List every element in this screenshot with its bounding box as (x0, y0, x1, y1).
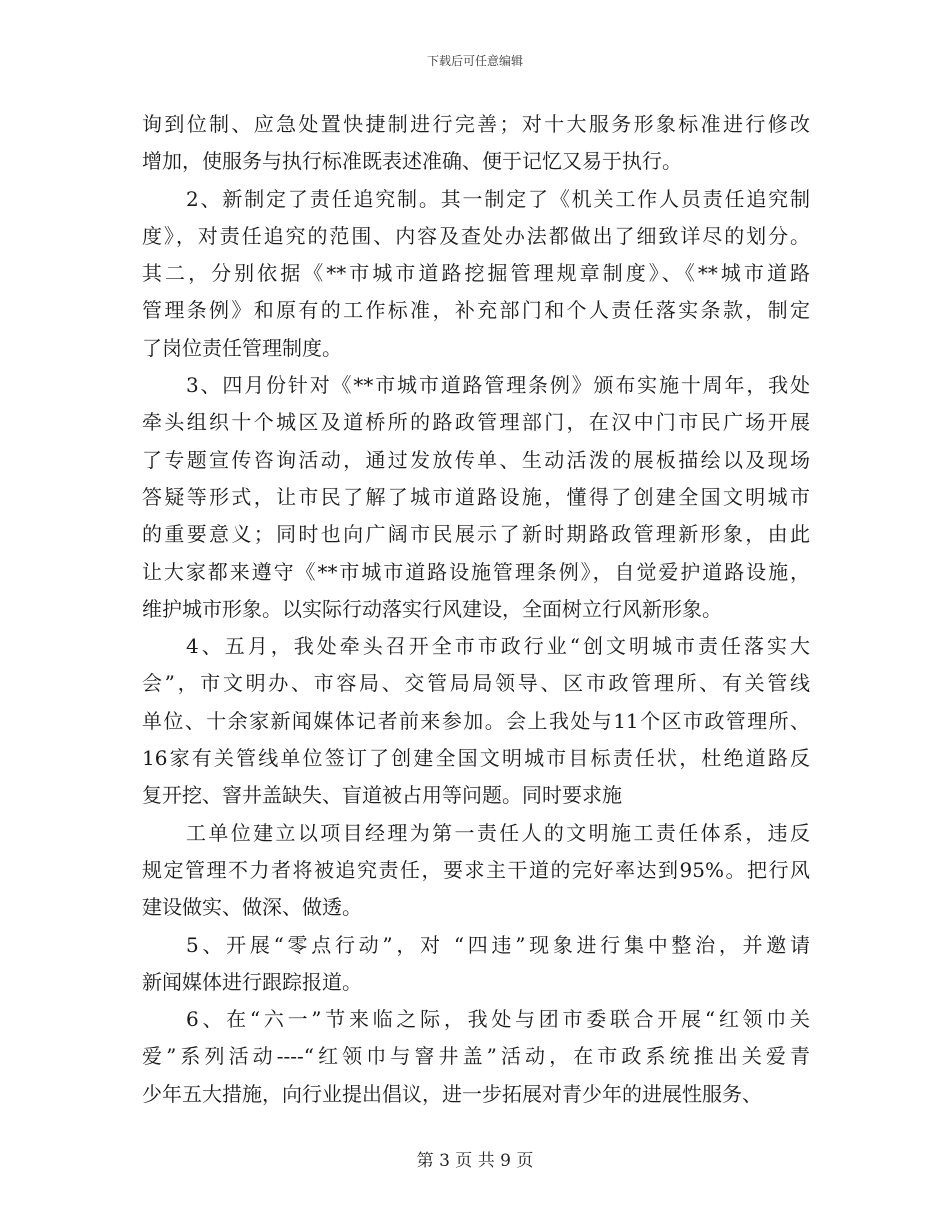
text-line: 管理条例》和原有的工作标准，补充部门和个人责任落实条款，制定 (142, 298, 810, 323)
text-line: 规定管理不力者将被追究责任，要求主干道的完好率达到95%。把行风 (142, 857, 810, 882)
text-line: 2、新制定了责任追究制。其一制定了《机关工作人员责任追究制 (186, 186, 810, 211)
text-line: 复开挖、窨井盖缺失、盲道被占用等问题。同时要求施 (142, 783, 622, 808)
text-line: 4、五月，我处牵头召开全市市政行业“创文明城市责任落实大 (186, 634, 810, 659)
text-line: 单位、十余家新闻媒体记者前来参加。会上我处与11个区市政管理所、 (142, 708, 810, 733)
text-line: 新闻媒体进行跟踪报道。 (142, 969, 362, 994)
paragraph (142, 628, 810, 814)
paragraph (142, 927, 810, 1002)
text-line: 其二，分别依据《**市城市道路挖掘管理规章制度》、《**城市道路 (142, 261, 810, 286)
text-line: 16家有关管线单位签订了创建全国文明城市目标责任状，杜绝道路反 (142, 746, 810, 771)
text-line: 6、在“六一”节来临之际，我处与团市委联合开展“红领巾关 (186, 1007, 810, 1032)
text-line: 了岗位责任管理制度。 (142, 335, 342, 360)
text-line: 3、四月份针对《**市城市道路管理条例》颁布实施十周年，我处 (186, 373, 810, 398)
paragraph (142, 815, 810, 927)
paragraph (142, 106, 810, 181)
document-body (142, 106, 810, 1113)
page-header: 下载后可任意编辑 (426, 54, 523, 68)
text-line: 爱”系列活动----“红领巾与窨井盖”活动，在市政系统推出关爱青 (142, 1044, 810, 1069)
text-line: 询到位制、应急处置快捷制进行完善；对十大服务形象标准进行修改 (142, 112, 810, 136)
paragraph (142, 181, 810, 367)
text-line: 建设做实、做深、做透。 (142, 895, 362, 920)
text-line: 度》，对责任追究的范围、内容及查处办法都做出了细致详尽的划分。 (142, 223, 810, 248)
text-line: 让大家都来遵守《**市城市道路设施管理条例》，自觉爱护道路设施， (142, 559, 810, 584)
text-line: 牵头组织十个城区及道桥所的路政管理部门，在汉中门市民广场开展 (142, 410, 810, 435)
paragraph (142, 367, 810, 628)
text-line: 工单位建立以项目经理为第一责任人的文明施工责任体系，违反 (186, 820, 810, 845)
text-line: 维护城市形象。以实际行动落实行风建设，全面树立行风新形象。 (142, 596, 722, 621)
text-line: 增加，使服务与执行标准既表述准确、便于记忆又易于执行。 (142, 149, 682, 174)
text-line: 会”，市文明办、市容局、交管局局领导、区市政管理所、有关管线 (142, 671, 810, 696)
page-footer: 第 3 页 共 9 页 (416, 1151, 534, 1171)
text-line: 了专题宣传咨询活动，通过发放传单、生动活泼的展板描绘以及现场 (142, 447, 810, 472)
paragraph (142, 1001, 810, 1113)
text-line: 5、开展“零点行动”，对 “四违”现象进行集中整治，并邀请 (186, 932, 810, 957)
text-line: 答疑等形式，让市民了解了城市道路设施，懂得了创建全国文明城市 (142, 484, 810, 509)
text-line: 少年五大措施，向行业提出倡议，进一步拓展对青少年的进展性服务、 (142, 1081, 762, 1106)
text-line: 的重要意义；同时也向广阔市民展示了新时期路政管理新形象，由此 (142, 522, 810, 547)
